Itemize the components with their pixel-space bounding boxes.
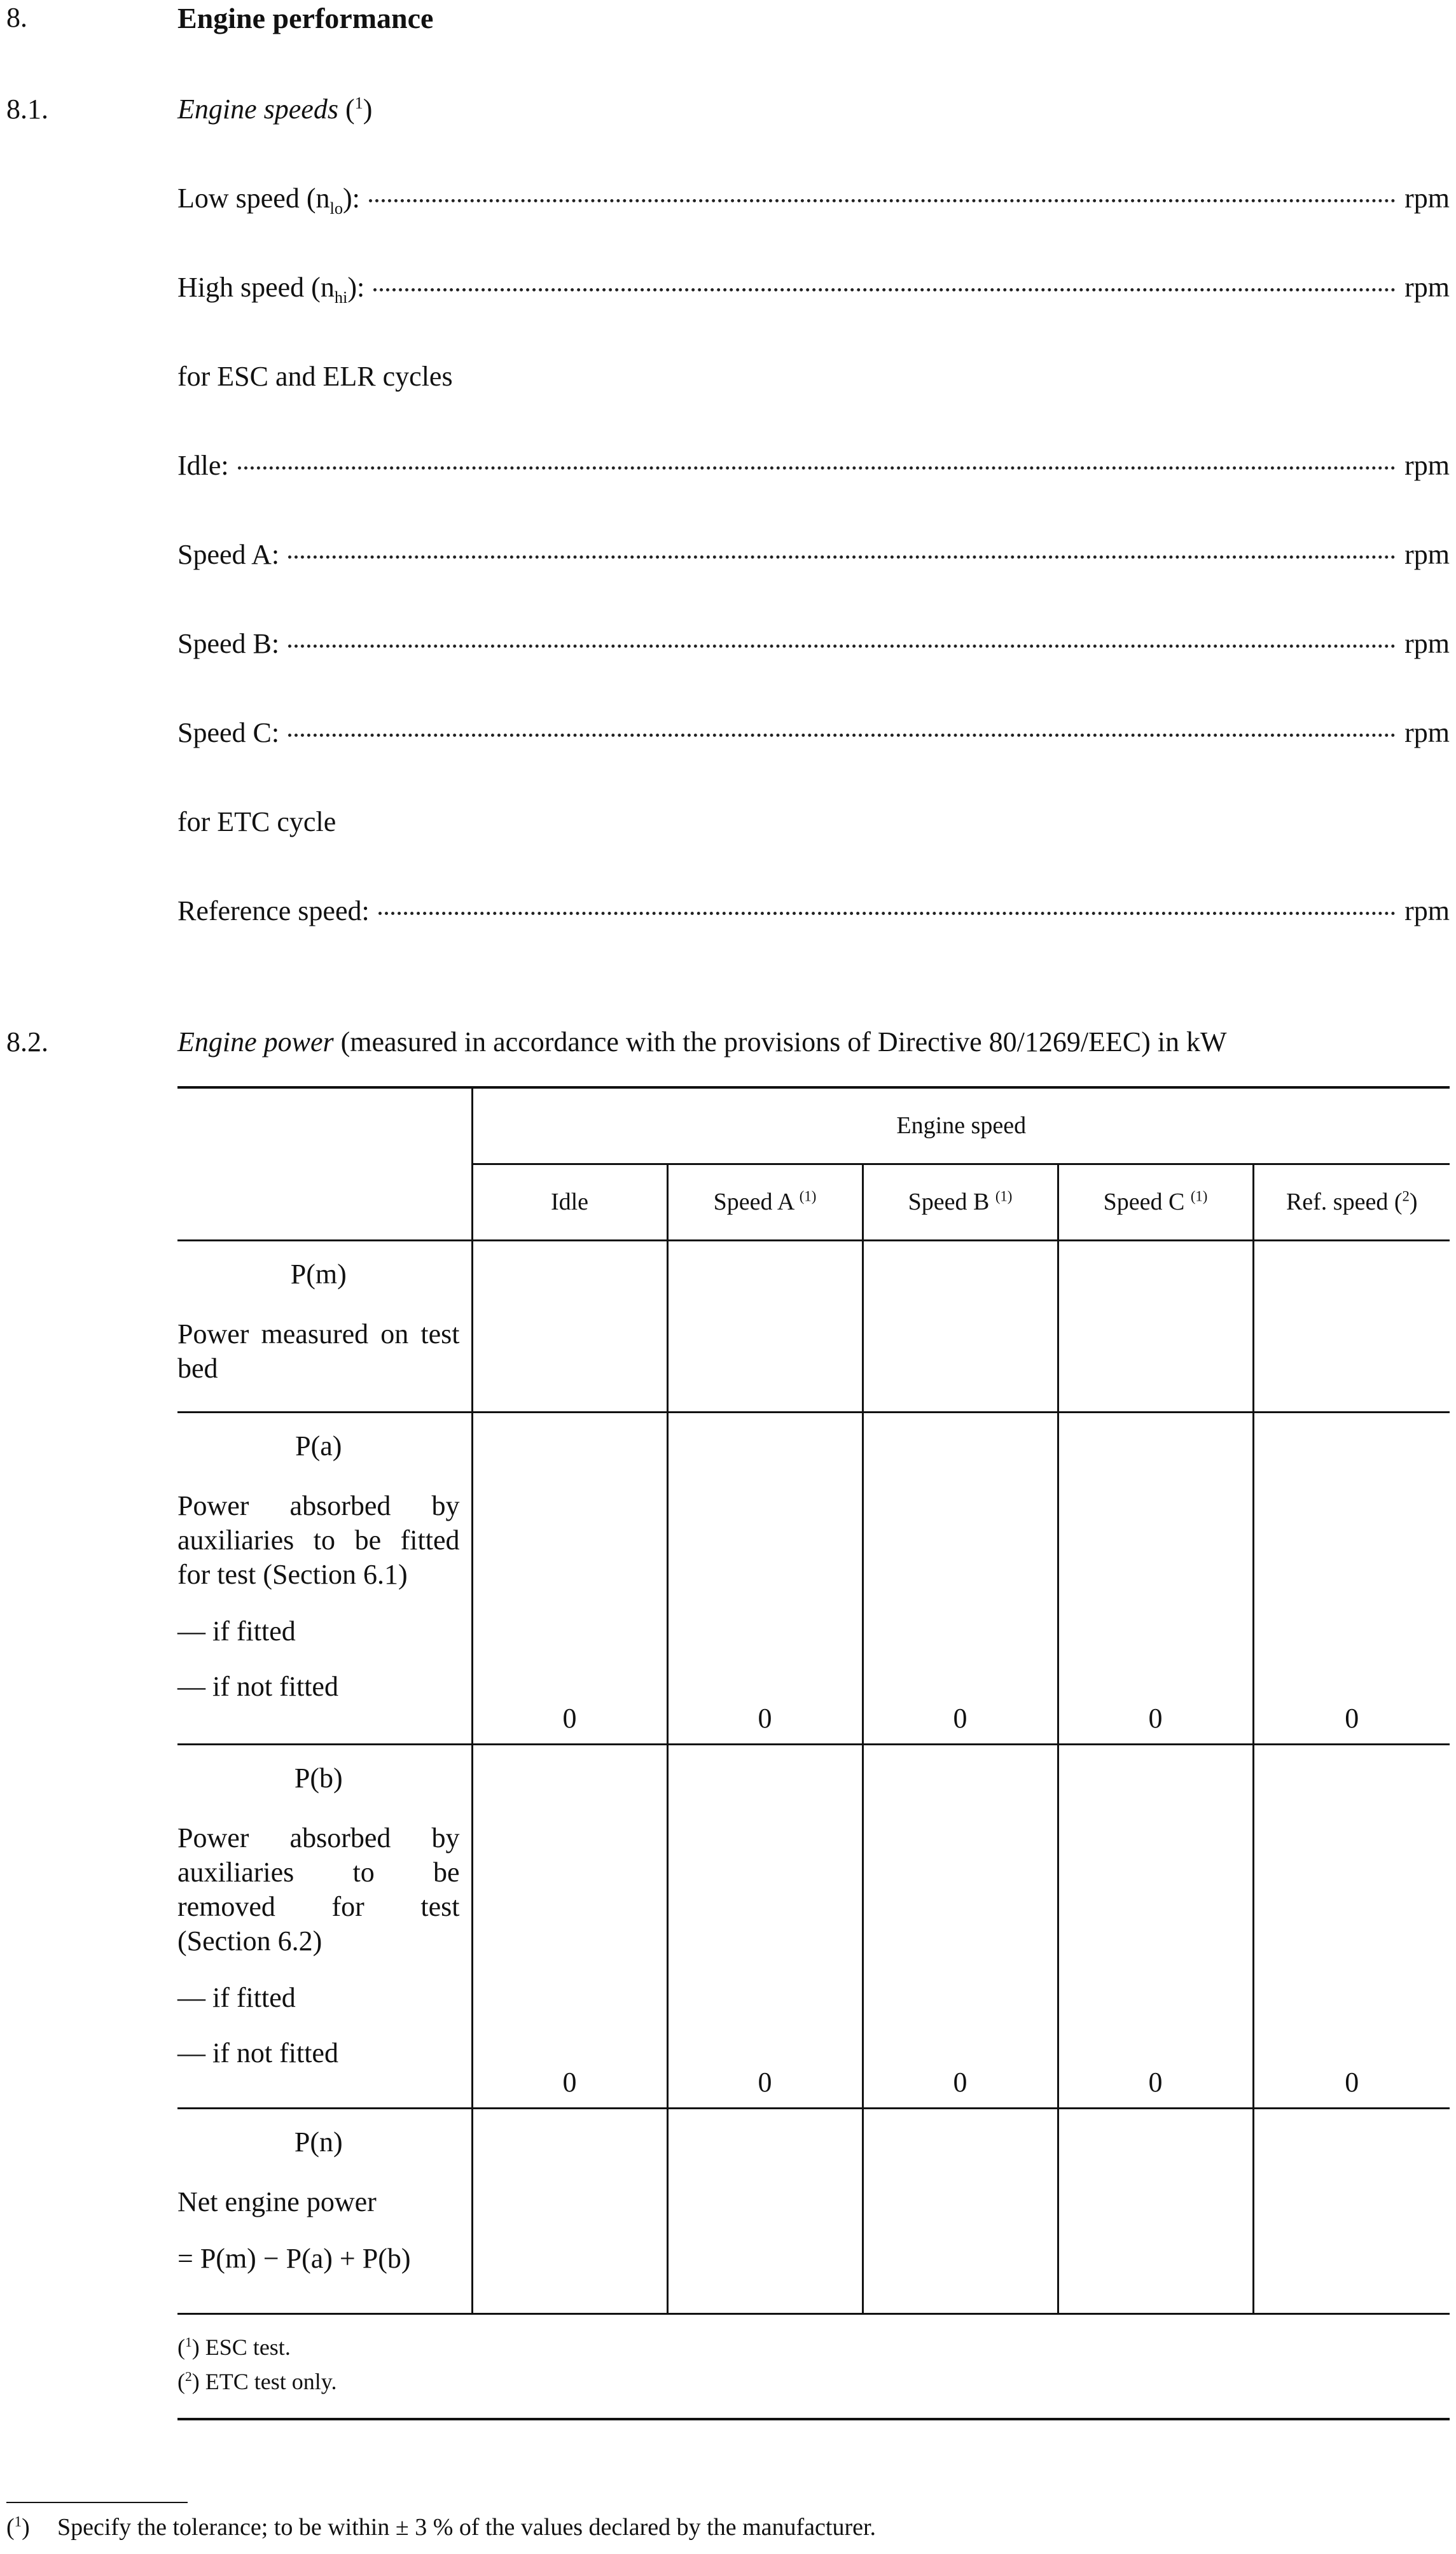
section-title-engine-power [177, 1026, 1227, 1058]
reference-speed-label: Reference speed: [177, 895, 370, 926]
speed-b-field [177, 627, 1450, 660]
engine-speeds-title: Engine speeds [177, 94, 338, 125]
value-cell [1253, 2108, 1450, 2313]
row-label-pn [177, 2108, 472, 2313]
idle-unit: rpm [1404, 450, 1450, 481]
value-cell: 0 [863, 1412, 1058, 1744]
dot-leader [373, 288, 1396, 291]
row-description: Power absorbed by auxiliaries to be removed for test (Section 6.2) [177, 1822, 460, 1957]
speed-a-field [177, 538, 1450, 571]
value-cell [667, 1240, 863, 1412]
table-notes-rule [177, 2418, 1450, 2420]
esc-elr-heading: for ESC and ELR cycles [177, 361, 453, 392]
option-if-not-fitted: — if not fitted [177, 1670, 338, 1702]
section-title-engine-speeds: Engine speeds ($^1$) [177, 93, 373, 125]
footnote-mark: 1 [14, 2513, 22, 2530]
row-description: Net engine power [177, 2186, 377, 2217]
value-cell [472, 1240, 667, 1412]
value-cell: 0 [1253, 1412, 1450, 1744]
col-header-speed-a: Speed A $^{(1)}$ [667, 1164, 863, 1240]
idle-label: Idle: [177, 450, 229, 481]
footnote-separator [6, 2502, 188, 2503]
option-if-fitted: — if fitted [177, 1981, 296, 2013]
dot-leader [288, 734, 1396, 737]
reference-speed-unit: rpm [1404, 895, 1450, 926]
dot-leader [369, 199, 1396, 202]
table-note-2: ($^2$) ETC test only. [177, 2369, 337, 2394]
value-cell: 0 [667, 1412, 863, 1744]
high-speed-field [177, 271, 1450, 307]
value-cell: 0 [667, 1744, 863, 2108]
speed-a-label: Speed A: [177, 539, 280, 570]
low-speed-field [177, 182, 1450, 218]
engine-power-rest: (measured in accordance with the provisions of Directive 80/1269/EEC) in kW [333, 1026, 1227, 1057]
speed-c-label: Speed C: [177, 717, 280, 748]
low-speed-label: Low speed (n [177, 183, 330, 214]
speed-b-unit: rpm [1404, 628, 1450, 659]
engine-speed-header: Engine speed [472, 1087, 1450, 1164]
row-code: P(b) [294, 1762, 343, 1794]
section-number-8-2: 8.2. [6, 1026, 48, 1057]
table-note-1: ($^1$) ESC test. [177, 2334, 291, 2360]
dot-leader [238, 466, 1396, 470]
engine-power-table [177, 1086, 1450, 2315]
value-cell [1253, 1240, 1450, 1412]
idle-field [177, 449, 1450, 482]
high-speed-unit: rpm [1404, 272, 1450, 303]
speed-c-field [177, 716, 1450, 749]
value-cell [863, 1240, 1058, 1412]
low-speed-unit: rpm [1404, 183, 1450, 214]
col-header-speed-b: Speed B $^{(1)}$ [863, 1164, 1058, 1240]
dot-leader [288, 555, 1396, 559]
table-row-pb [177, 1744, 1450, 2108]
value-cell [863, 2108, 1058, 2313]
low-speed-end: ): [343, 183, 360, 214]
speed-a-unit: rpm [1404, 539, 1450, 570]
value-cell: 0 [1058, 1412, 1253, 1744]
table-row-pa [177, 1412, 1450, 1744]
row-description: Power absorbed by auxiliaries to be fitted for test (Section 6.1) [177, 1490, 460, 1590]
row-label-pb [177, 1744, 472, 2108]
section-title-engine-performance: Engine performance [177, 2, 434, 34]
high-speed-sub: hi [334, 287, 348, 307]
col-header-speed-c: Speed C $^{(1)}$ [1058, 1164, 1253, 1240]
value-cell [667, 2108, 863, 2313]
low-speed-sub: lo [329, 198, 343, 218]
row-description: Power measured on test bed [177, 1318, 460, 1384]
table-row-pm [177, 1240, 1450, 1412]
value-cell [472, 2108, 667, 2313]
section-number-8: 8. [6, 2, 27, 33]
row-code: P(m) [290, 1258, 347, 1290]
option-if-not-fitted: — if not fitted [177, 2037, 338, 2069]
table-row-pn [177, 2108, 1450, 2313]
table-corner-cell [177, 1087, 472, 1240]
value-cell [1058, 1240, 1253, 1412]
row-label-pm [177, 1240, 472, 1412]
col-header-idle: Idle [472, 1164, 667, 1240]
row-code: P(n) [294, 2126, 343, 2158]
footnote-text: Specify the tolerance; to be within ± 3 % of the values declared by the manufacturer. [57, 2514, 877, 2541]
high-speed-label: High speed (n [177, 272, 335, 303]
row-label-pa [177, 1412, 472, 1744]
footnote-ref: 1 [354, 93, 363, 113]
value-cell: 0 [863, 1744, 1058, 2108]
option-if-fitted: — if fitted [177, 1615, 296, 1647]
speed-b-label: Speed B: [177, 628, 280, 659]
value-cell: 0 [472, 1744, 667, 2108]
col-header-ref-speed: Ref. speed ($^2$) [1253, 1164, 1450, 1240]
value-cell [1058, 2108, 1253, 2313]
reference-speed-field [177, 895, 1450, 927]
page-footnote: ($^1$) Specify the tolerance; to be within ± 3 % of the values declared by the manufacturer. [6, 2513, 877, 2541]
table-notes [177, 2327, 336, 2396]
high-speed-end: ): [347, 272, 365, 303]
engine-power-title: Engine power [177, 1026, 334, 1057]
value-cell: 0 [1253, 1744, 1450, 2108]
value-cell: 0 [472, 1412, 667, 1744]
dot-leader [288, 645, 1396, 648]
row-code: P(a) [295, 1430, 342, 1462]
row-formula: = P(m) − P(a) + P(b) [177, 2242, 411, 2274]
value-cell: 0 [1058, 1744, 1253, 2108]
section-number-8-1: 8.1. [6, 94, 48, 125]
dot-leader [378, 912, 1396, 915]
etc-heading: for ETC cycle [177, 806, 336, 837]
speed-c-unit: rpm [1404, 717, 1450, 748]
